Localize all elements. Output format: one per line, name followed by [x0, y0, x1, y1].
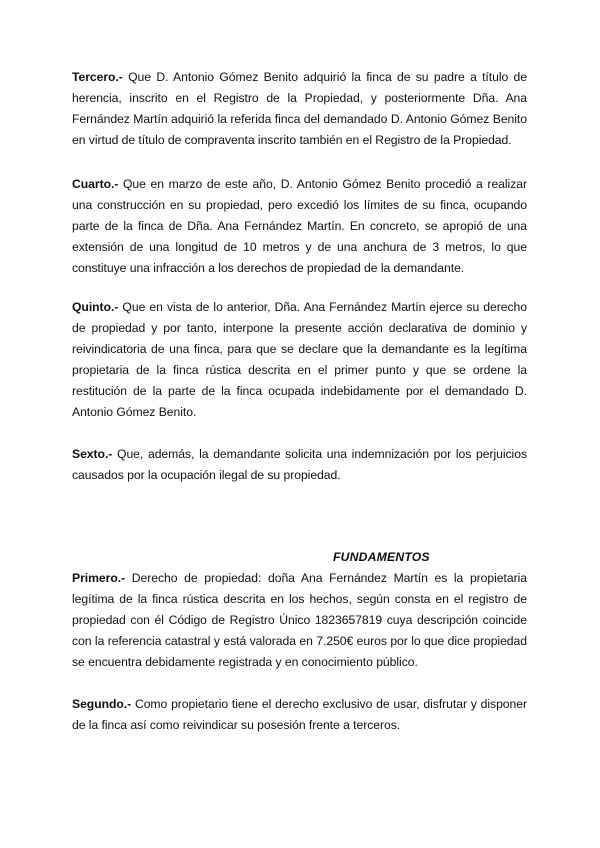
fundamentos-heading: FUNDAMENTOS [333, 550, 430, 564]
paragraph-segundo [72, 694, 527, 736]
paragraph-label: Cuarto.- [72, 177, 119, 191]
paragraph-tercero [72, 67, 527, 151]
paragraph-text: Que, además, la demandante solicita una indemnización por los perjuicios causados por la ocupación ilegal de su propiedad. [72, 447, 527, 482]
paragraph-text: Que en marzo de este año, D. Antonio Gómez Benito procedió a realizar una construcción en su propiedad, pero excedió los límites de su finca, ocupando parte de la finca de Dña. Ana Fernández Martín. En concreto, se apropió de una extensión de una longitud de 10 metros y de una anchura de 3 metros, lo que constituye una infracción a los derechos de propiedad de la demandante. [72, 177, 527, 275]
paragraph-text: Como propietario tiene el derecho exclusivo de usar, disfrutar y disponer de la finca así como reivindicar su posesión frente a terceros. [72, 697, 527, 732]
paragraph-label: Segundo.- [72, 697, 132, 711]
paragraph-cuarto [72, 174, 527, 279]
paragraph-quinto [72, 297, 527, 423]
paragraph-primero [72, 568, 527, 673]
paragraph-label: Primero.- [72, 571, 126, 585]
paragraph-sexto [72, 444, 527, 486]
paragraph-text: Derecho de propiedad: doña Ana Fernández Martín es la propietaria legítima de la finca rústica descrita en los hechos, según consta en el registro de propiedad con él Código de Registro Único 1823657819 cuya descripción coincide con la referencia catastral y está valorada en 7.250€ euros por lo que dice propiedad se encuentra debidamente registrada y en conocimiento público. [72, 571, 527, 669]
paragraph-text: Que D. Antonio Gómez Benito adquirió la finca de su padre a título de herencia, inscrito en el Registro de la Propiedad, y posteriormente Dña. Ana Fernández Martín adquirió la referida finca del demandado D. Antonio Gómez Benito en virtud de título de compraventa inscrito también en el Registro de la Propiedad. [72, 70, 527, 147]
paragraph-text: Que en vista de lo anterior, Dña. Ana Fernández Martín ejerce su derecho de propiedad y por tanto, interpone la presente acción declarativa de dominio y reivindicatoria de una finca, para que se declare que la demandante es la legítima propietaria de la finca rústica descrita en el primer punto y que se ordene la restitución de la parte de la finca ocupada indebidamente por el demandado D. Antonio Gómez Benito. [72, 300, 527, 419]
paragraph-label: Quinto.- [72, 300, 119, 314]
paragraph-label: Tercero.- [72, 70, 123, 84]
paragraph-label: Sexto.- [72, 447, 113, 461]
